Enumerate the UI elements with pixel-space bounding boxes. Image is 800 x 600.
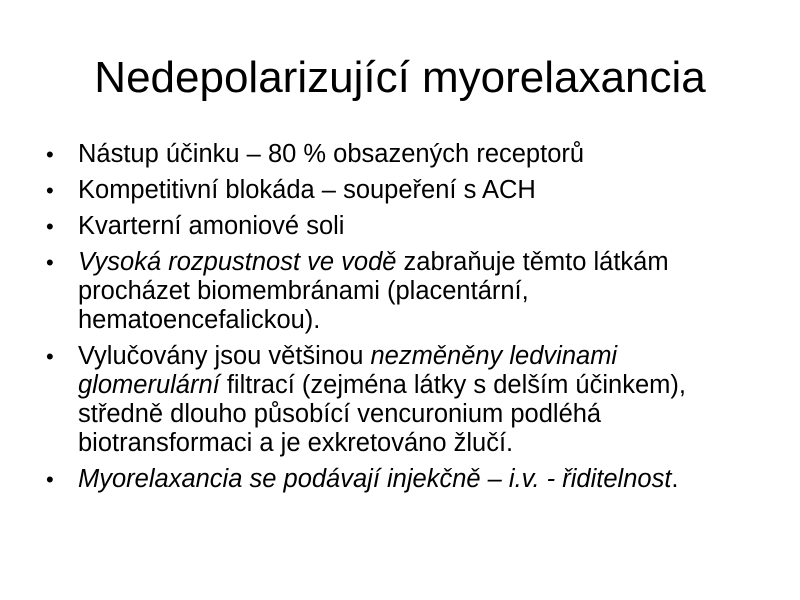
bullet-text: Nástup účinku – 80 % obsazených receptorů — [78, 140, 585, 168]
bullet-text: Vylučovány jsou většinou — [78, 342, 371, 370]
bullet-icon: • — [46, 467, 54, 492]
bullet-item — [40, 176, 760, 205]
bullet-item — [40, 248, 760, 335]
slide-title: Nedepolarizující myorelaxancia — [94, 53, 706, 102]
bullet-text-italic: Vysoká rozpustnost ve vodě — [78, 248, 397, 276]
bullet-item — [40, 342, 760, 458]
bullet-text: . — [671, 465, 679, 493]
bullet-item — [40, 212, 760, 241]
bullet-icon: • — [46, 250, 54, 275]
bullet-text: Kvarterní amoniové soli — [78, 212, 345, 240]
bullet-text-italic: nezměněny ledvinami glomerulární — [78, 342, 618, 399]
bullet-icon: • — [46, 344, 54, 369]
bullet-item — [40, 140, 760, 169]
bullet-icon: • — [46, 214, 54, 239]
bullet-icon: • — [46, 178, 54, 203]
bullet-text: zabraňuje těmto látkám procházet biomembránami (placentární, hematoencefalickou). — [78, 248, 669, 334]
bullet-item — [40, 465, 760, 494]
bullet-text: filtrací (zejména látky s delším účinkem), středně dlouho působící vencuronium podléhá biotransformaci a je exkretováno žlučí. — [78, 371, 686, 457]
bullet-text-italic: Myorelaxancia se podávají injekčně – i.v. - řiditelnost — [78, 465, 672, 493]
bullet-icon: • — [46, 142, 54, 167]
bullet-list — [40, 140, 760, 501]
bullet-text: Kompetitivní blokáda – soupeření s ACH — [78, 176, 536, 204]
